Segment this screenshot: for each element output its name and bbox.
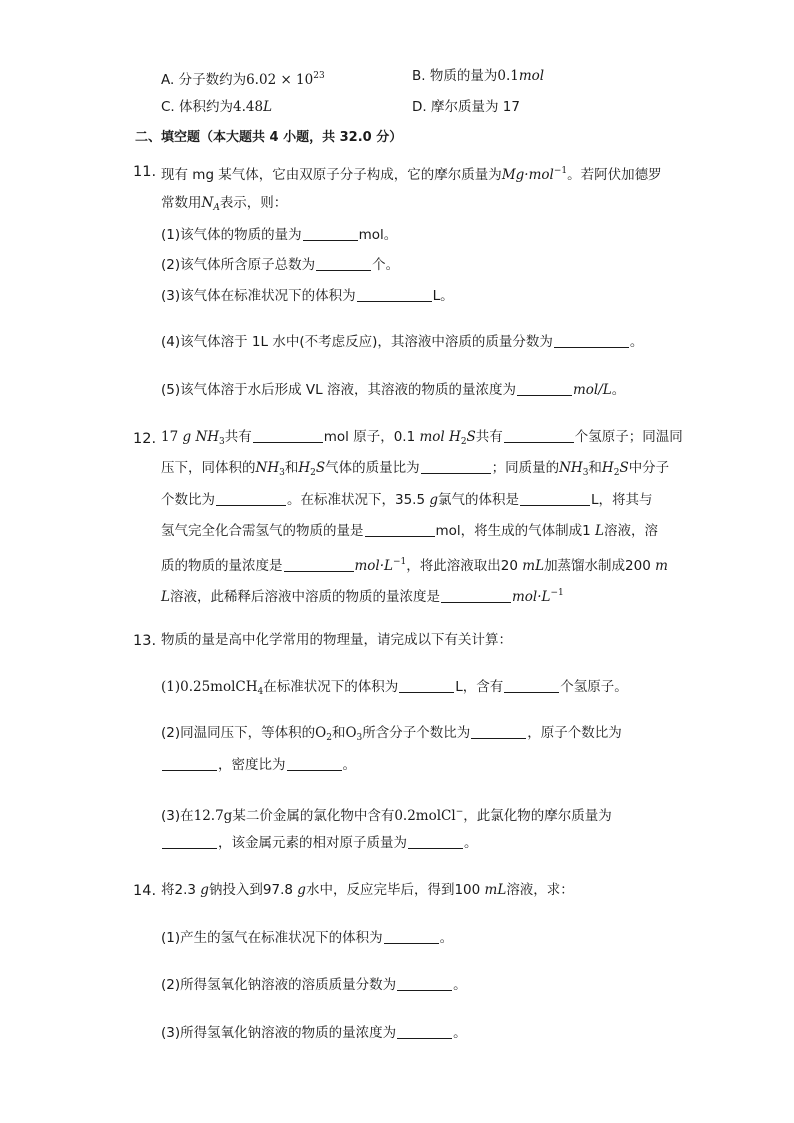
answer-blank[interactable] bbox=[471, 724, 526, 739]
answer-blank[interactable] bbox=[421, 459, 491, 474]
answer-blank[interactable] bbox=[162, 834, 217, 849]
q14-p1-a: (1)产生的氢气在标准状况下的体积为 bbox=[161, 930, 383, 946]
answer-blank[interactable] bbox=[441, 588, 511, 603]
option-b bbox=[412, 66, 544, 86]
q12-l1-a: 17 bbox=[161, 429, 179, 445]
q12-l3-g: g bbox=[429, 492, 439, 508]
q13-stem: 物质的量是高中化学常用的物理量，请完成以下有关计算： bbox=[161, 632, 512, 648]
option-c-label: C. 体积约为 bbox=[161, 99, 234, 115]
option-c-unit: L bbox=[263, 99, 273, 115]
q12-l1-nh: NH bbox=[195, 429, 220, 445]
option-c-value: 4.48 bbox=[233, 99, 264, 115]
answer-blank[interactable] bbox=[384, 929, 439, 944]
q11-stem1-m: Mg·mol bbox=[501, 167, 554, 183]
q11-part3 bbox=[161, 286, 454, 306]
q11-stem-line1 bbox=[161, 161, 662, 185]
q12-l6-exp: −1 bbox=[550, 588, 564, 598]
q13-p2l2-b: 。 bbox=[342, 757, 356, 773]
q12-l5-m: mol·L bbox=[354, 558, 394, 574]
q12-l2-s2: S bbox=[619, 460, 629, 476]
q11-stem1-b: 。若阿伏加德罗 bbox=[567, 167, 662, 183]
q12-l6-L: L bbox=[161, 589, 170, 605]
q12-l2-3: 3 bbox=[279, 468, 285, 478]
q12-l2-h2: H bbox=[601, 460, 614, 476]
q14-stem bbox=[161, 880, 574, 900]
q12-l2-f: 中分子 bbox=[628, 460, 670, 476]
q13-p3-minus: − bbox=[455, 807, 464, 817]
q11-p4-a: (4)该气体溶于 1L 水中(不考虑反应)，其溶液中溶质的质量分数为 bbox=[161, 334, 553, 350]
q12-l2-32: 3 bbox=[582, 468, 589, 478]
q13-part3 bbox=[161, 802, 612, 826]
question-number-13: 13. bbox=[133, 633, 157, 649]
q12-l5-exp: −1 bbox=[393, 557, 407, 567]
answer-blank[interactable] bbox=[397, 1024, 452, 1039]
q13-p3-cl: 0.2molCl bbox=[394, 808, 456, 824]
q13-p1-d: 个氢原子。 bbox=[560, 679, 628, 695]
q13-p2-3: 3 bbox=[356, 733, 363, 743]
q13-p1-a: (1)0.25molCH bbox=[161, 679, 258, 695]
q12-l4-c: 溶液，溶 bbox=[604, 523, 659, 539]
q11-stem2-sub: A bbox=[213, 203, 220, 213]
q12-l5-ml: mL bbox=[522, 558, 545, 574]
q11-stem-line2 bbox=[161, 193, 287, 218]
q13-p1-b: 在标准状况下的体积为 bbox=[263, 679, 399, 695]
answer-blank[interactable] bbox=[517, 381, 572, 396]
option-a-value: 6.02 × 10 bbox=[246, 72, 314, 88]
q12-l5-m2: m bbox=[655, 558, 668, 574]
q13-p1-4: 4 bbox=[257, 687, 264, 697]
option-d bbox=[412, 97, 520, 117]
q11-stem1-a: 现有 mg 某气体，它由双原子分子构成，它的摩尔质量为 bbox=[161, 167, 502, 183]
q14-p3-a: (3)所得氢氧化钠溶液的物质的量浓度为 bbox=[161, 1025, 397, 1041]
answer-blank[interactable] bbox=[162, 756, 217, 771]
q14-stem-d: 溶液，求： bbox=[506, 882, 574, 898]
q14-stem-g2: g bbox=[297, 882, 306, 898]
q11-stem1-exp: −1 bbox=[553, 166, 568, 176]
q12-l2-e: 和 bbox=[588, 460, 602, 476]
q11-part4 bbox=[161, 332, 643, 352]
q13-p2-o3: O bbox=[345, 725, 357, 741]
q12-l2-b: 和 bbox=[284, 460, 299, 476]
option-c bbox=[161, 97, 272, 117]
q14-p1-b: 。 bbox=[439, 930, 454, 946]
q12-line2 bbox=[161, 458, 669, 483]
q13-p2-a: (2)同温同压下，等体积的 bbox=[161, 725, 316, 741]
q12-line4 bbox=[161, 521, 658, 541]
q12-l2-2: 2 bbox=[310, 468, 316, 478]
q11-part5 bbox=[161, 380, 625, 400]
question-number-14: 14. bbox=[133, 883, 157, 899]
q12-l4-b: mol，将生成的气体制成1 bbox=[435, 523, 591, 539]
q13-p1-c: L，含有 bbox=[455, 679, 504, 695]
q13-part3-line2 bbox=[161, 833, 478, 853]
option-a-exp: 23 bbox=[313, 71, 325, 81]
q12-l1-e: 个氢原子；同温同 bbox=[574, 429, 683, 445]
q14-p2-b: 。 bbox=[453, 977, 467, 993]
q12-l6-m: mol·L bbox=[511, 589, 551, 605]
q12-l5-a: 质的物质的量浓度是 bbox=[161, 558, 283, 574]
q12-l1-2: 2 bbox=[460, 437, 467, 447]
q11-part1 bbox=[161, 225, 397, 245]
q12-l2-nh: NH bbox=[255, 460, 280, 476]
q12-l2-22: 2 bbox=[613, 468, 620, 478]
q12-l1-h: H bbox=[449, 429, 461, 445]
q14-stem-c: 水中，反应完毕后，得到100 bbox=[305, 882, 481, 898]
q11-stem2-b: 表示，则： bbox=[219, 195, 288, 211]
option-b-value: 0.1 bbox=[497, 68, 519, 84]
answer-blank[interactable] bbox=[303, 226, 358, 241]
q12-l3-b: 。在标准状况下，35.5 bbox=[287, 492, 426, 508]
q14-stem-b: 钠投入到97.8 bbox=[208, 882, 293, 898]
answer-blank[interactable] bbox=[365, 522, 435, 537]
q12-l3-d: L，将其与 bbox=[591, 492, 653, 508]
option-b-label: B. 物质的量为 bbox=[412, 68, 498, 84]
q12-line3 bbox=[161, 490, 653, 510]
q12-l2-nh2: NH bbox=[559, 460, 583, 476]
q12-l1-s: S bbox=[466, 429, 476, 445]
q11-p3-a: (3)该气体在标准状况下的体积为 bbox=[161, 288, 356, 304]
q11-p3-b: L。 bbox=[432, 288, 454, 304]
answer-blank[interactable] bbox=[504, 678, 559, 693]
q12-line5 bbox=[161, 552, 668, 576]
q12-l1-b: 共有 bbox=[224, 429, 252, 445]
q12-l1-mol: mol bbox=[419, 429, 445, 445]
q13-p3-b: 某二价金属的氯化物中含有 bbox=[232, 808, 395, 824]
q13-part1 bbox=[161, 677, 628, 702]
q12-l2-s: S bbox=[315, 460, 326, 476]
q11-p5-b: 。 bbox=[611, 382, 626, 398]
q12-l2-h: H bbox=[298, 460, 311, 476]
q12-line6 bbox=[161, 583, 564, 607]
section-title: 二、填空题（本大题共 4 小题，共 32.0 分） bbox=[135, 130, 403, 145]
q12-l4-L: L bbox=[595, 523, 605, 539]
q12-l4-a: 氢气完全化合需氢气的物质的量是 bbox=[161, 523, 364, 539]
q14-part3 bbox=[161, 1023, 467, 1043]
q12-l1-c: mol 原子，0.1 bbox=[323, 429, 416, 445]
q12-l2-a: 压下，同体积的 bbox=[161, 460, 256, 476]
answer-blank[interactable] bbox=[520, 491, 590, 506]
question-number-11: 11. bbox=[133, 164, 157, 180]
q14-stem-ml: mL bbox=[484, 882, 507, 898]
q13-p2-b: 所含分子个数比为 bbox=[362, 725, 471, 741]
q11-p2-a: (2)该气体所含原子总数为 bbox=[161, 257, 316, 273]
answer-blank[interactable] bbox=[357, 287, 432, 302]
answer-blank[interactable] bbox=[316, 256, 371, 271]
answer-blank[interactable] bbox=[284, 557, 354, 572]
q12-l6-a: 溶液，此稀释后溶液中溶质的物质的量浓度是 bbox=[169, 589, 440, 605]
answer-blank[interactable] bbox=[216, 491, 286, 506]
q11-p1-b: mol。 bbox=[358, 227, 398, 243]
q11-p5-a: (5)该气体溶于水后形成 VL 溶液，其溶液的物质的量浓度为 bbox=[161, 382, 516, 398]
q13-p3l2-b: 。 bbox=[464, 835, 478, 851]
q12-l1-3: 3 bbox=[219, 437, 225, 447]
q11-p4-b: 。 bbox=[629, 334, 644, 350]
option-a bbox=[161, 66, 325, 90]
q11-stem2-m: N bbox=[201, 195, 214, 211]
q13-p2-and: 和 bbox=[331, 725, 346, 741]
q13-part2-line2 bbox=[161, 755, 356, 775]
option-a-label: A. 分子数约为 bbox=[161, 72, 247, 88]
q13-p2l2-a: ，密度比为 bbox=[218, 757, 286, 773]
q14-part2 bbox=[161, 975, 467, 995]
answer-blank[interactable] bbox=[399, 678, 454, 693]
q11-p2-b: 个。 bbox=[372, 257, 400, 273]
q13-p2-2: 2 bbox=[326, 733, 332, 743]
q12-l1-g: g bbox=[182, 429, 192, 445]
answer-blank[interactable] bbox=[287, 756, 342, 771]
q14-p2-a: (2)所得氢氧化钠溶液的溶质质量分数为 bbox=[161, 977, 397, 993]
question-number-12: 12. bbox=[133, 431, 157, 447]
q11-p5-m: mol/L bbox=[572, 382, 612, 398]
q12-l5-c: 加蒸馏水制成200 bbox=[544, 558, 651, 574]
option-d-label: D. 摩尔质量为 17 bbox=[412, 99, 520, 115]
answer-blank[interactable] bbox=[554, 333, 629, 348]
q13-p2-o: O bbox=[315, 725, 327, 741]
q12-l2-d: ；同质量的 bbox=[491, 460, 560, 476]
q12-l5-b: ，将此溶液取出20 bbox=[406, 558, 518, 574]
option-b-unit: mol bbox=[518, 68, 545, 84]
q13-p3-m: 12.7g bbox=[193, 808, 233, 824]
q14-stem-a: 将2.3 bbox=[161, 882, 196, 898]
q11-p1-a: (1)该气体的物质的量为 bbox=[161, 227, 302, 243]
q14-stem-g1: g bbox=[200, 882, 209, 898]
q12-l3-a: 个数比为 bbox=[161, 492, 215, 508]
q13-p2-c: ，原子个数比为 bbox=[527, 725, 622, 741]
answer-blank[interactable] bbox=[504, 428, 574, 443]
answer-blank[interactable] bbox=[397, 976, 452, 991]
q12-l3-c: 氯气的体积是 bbox=[438, 492, 520, 508]
q12-l2-c: 气体的质量比为 bbox=[325, 460, 420, 476]
q13-p3l2-a: ，该金属元素的相对原子质量为 bbox=[218, 835, 407, 851]
q13-part2 bbox=[161, 723, 622, 748]
q14-part1 bbox=[161, 928, 453, 948]
q11-stem2-a: 常数用 bbox=[161, 195, 202, 211]
q13-p3-c: ，此氯化物的摩尔质量为 bbox=[463, 808, 612, 824]
q11-part2 bbox=[161, 255, 399, 275]
q12-line1 bbox=[161, 427, 683, 452]
q14-p3-b: 。 bbox=[453, 1025, 467, 1041]
answer-blank[interactable] bbox=[408, 834, 463, 849]
q13-p3-a: (3)在 bbox=[161, 808, 194, 824]
q12-l1-d: 共有 bbox=[475, 429, 503, 445]
answer-blank[interactable] bbox=[253, 428, 323, 443]
